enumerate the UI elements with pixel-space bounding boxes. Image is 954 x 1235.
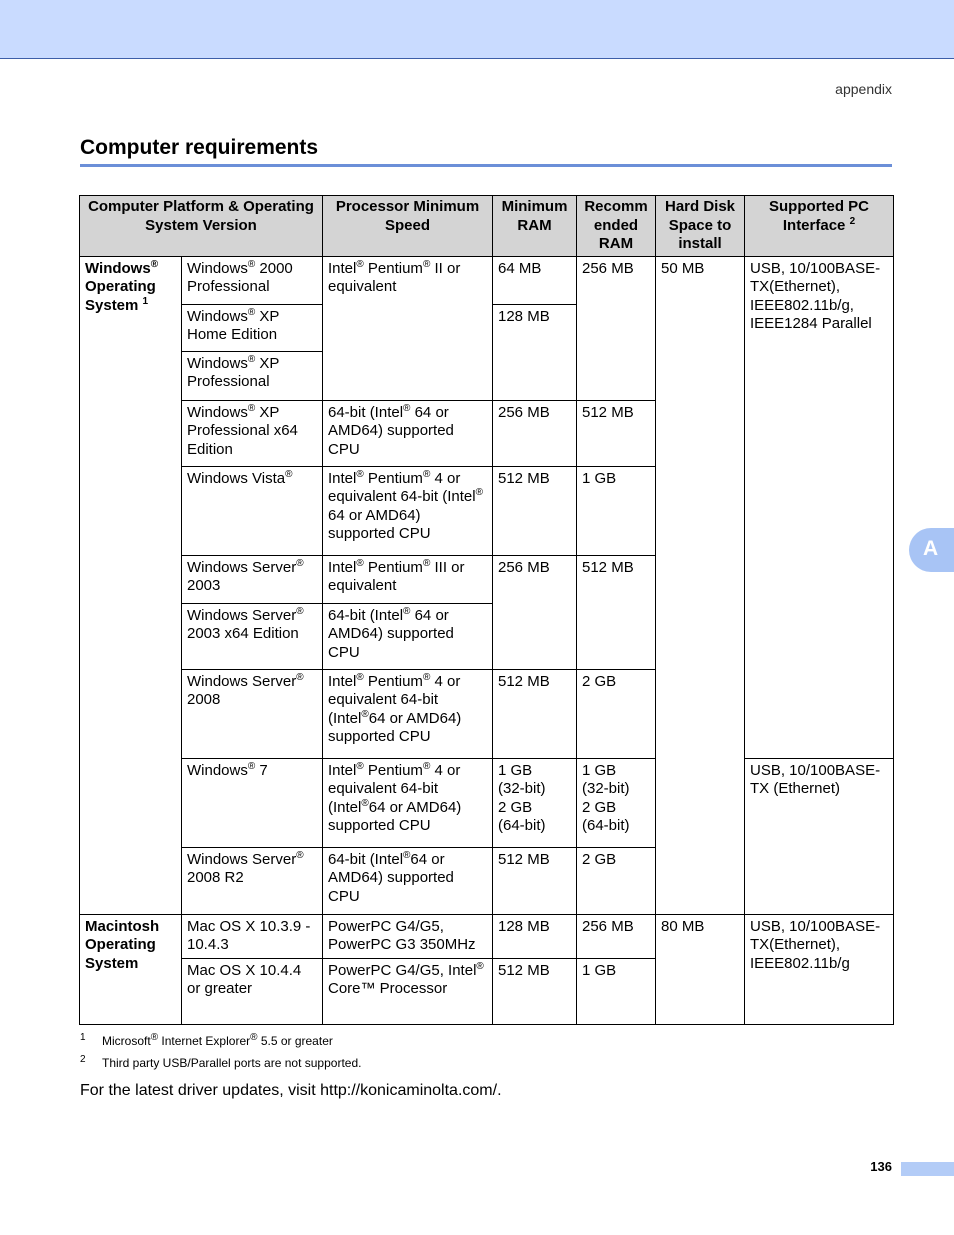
header-disk: Hard Disk Space to install	[656, 196, 745, 257]
processor-pentium-4: Intel® Pentium® 4 or equivalent 64-bit (Intel® 64 or AMD64) supported CPU	[323, 466, 493, 555]
header-platform: Computer Platform & Operating System Version	[80, 196, 323, 257]
header-band	[0, 0, 954, 59]
min-ram-cell: 256 MB	[493, 400, 577, 466]
min-ram-cell: 512 MB	[493, 958, 577, 1024]
disk-cell: 80 MB	[656, 914, 745, 1024]
rec-ram-cell: 256 MB	[577, 914, 656, 958]
rec-ram-cell: 256 MB	[577, 256, 656, 400]
min-ram-cell: 64 MB	[493, 256, 577, 304]
requirements-table	[79, 195, 894, 1025]
page-title: Computer requirements	[80, 136, 319, 159]
processor-x64: 64-bit (Intel®64 or AMD64) supported CPU	[323, 847, 493, 914]
rec-ram-cell: 2 GB	[577, 847, 656, 914]
processor-pentium-4: Intel® Pentium® 4 or equivalent 64-bit (Intel®64 or AMD64) supported CPU	[323, 758, 493, 847]
table-header-row	[80, 196, 894, 257]
os-windows-2000: Windows® 2000 Professional	[182, 256, 323, 304]
os-windows-vista: Windows Vista®	[182, 466, 323, 555]
min-ram-cell: 1 GB (32-bit) 2 GB (64-bit)	[493, 758, 577, 847]
min-ram-cell: 256 MB	[493, 555, 577, 669]
table-row	[80, 914, 894, 958]
min-ram-cell: 512 MB	[493, 466, 577, 555]
processor-powerpc-g3: PowerPC G4/G5, PowerPC G3 350MHz	[323, 914, 493, 958]
title-rule	[80, 164, 892, 167]
os-windows-server-2008-r2: Windows Server® 2008 R2	[182, 847, 323, 914]
os-windows-xp-home: Windows® XP Home Edition	[182, 304, 323, 351]
windows-group-label: Windows® Operating System $^1$	[80, 256, 182, 914]
os-windows-7: Windows® 7	[182, 758, 323, 847]
processor-pentium-iii: Intel® Pentium® III or equivalent	[323, 555, 493, 603]
processor-pentium-4: Intel® Pentium® 4 or equivalent 64-bit (Intel®64 or AMD64) supported CPU	[323, 669, 493, 758]
min-ram-cell: 512 MB	[493, 669, 577, 758]
header-min-ram: Minimum RAM	[493, 196, 577, 257]
os-windows-xp-professional: Windows® XP Professional	[182, 351, 323, 400]
processor-x64: 64-bit (Intel® 64 or AMD64) supported CPU	[323, 603, 493, 669]
os-windows-server-2003: Windows Server® 2003	[182, 555, 323, 603]
header-interface: Supported PC Interface $^2$	[745, 196, 894, 257]
os-windows-server-2008: Windows Server® 2008	[182, 669, 323, 758]
rec-ram-cell: 2 GB	[577, 669, 656, 758]
os-windows-xp-x64: Windows® XP Professional x64 Edition	[182, 400, 323, 466]
interface-cell: USB, 10/100BASE-TX(Ethernet), IEEE802.11b/g	[745, 914, 894, 1024]
processor-intel-core: PowerPC G4/G5, Intel® Core™ Processor	[323, 958, 493, 1024]
footnotes	[80, 1034, 361, 1078]
running-head: appendix	[835, 81, 892, 97]
rec-ram-cell: 1 GB	[577, 958, 656, 1024]
appendix-side-tab: A	[909, 528, 954, 572]
rec-ram-cell: 1 GB (32-bit) 2 GB (64-bit)	[577, 758, 656, 847]
header-rec-ram: Recomm ended RAM	[577, 196, 656, 257]
processor-pentium-ii: Intel® Pentium® II or equivalent	[323, 256, 493, 400]
page-number-tab	[901, 1162, 954, 1176]
interface-cell: USB, 10/100BASE-TX(Ethernet), IEEE802.11b/g, IEEE1284 Parallel	[745, 256, 894, 758]
mac-group-label: Macintosh Operating System	[80, 914, 182, 1024]
min-ram-cell: 128 MB	[493, 304, 577, 400]
processor-x64: 64-bit (Intel® 64 or AMD64) supported CPU	[323, 400, 493, 466]
interface-cell: USB, 10/100BASE-TX (Ethernet)	[745, 758, 894, 914]
table-row	[80, 256, 894, 304]
footnote-1: 1 Microsoft® Internet Explorer® 5.5 or greater	[80, 1032, 333, 1048]
os-mac-10-3-9: Mac OS X 10.3.9 - 10.4.3	[182, 914, 323, 958]
os-windows-server-2003-x64: Windows Server® 2003 x64 Edition	[182, 603, 323, 669]
rec-ram-cell: 1 GB	[577, 466, 656, 555]
table-row	[80, 758, 894, 847]
rec-ram-cell: 512 MB	[577, 555, 656, 669]
page-number: 136	[870, 1159, 892, 1174]
rec-ram-cell: 512 MB	[577, 400, 656, 466]
driver-update-note: For the latest driver updates, visit http://konicaminolta.com/.	[80, 1082, 502, 1099]
min-ram-cell: 512 MB	[493, 847, 577, 914]
header-processor: Processor Minimum Speed	[323, 196, 493, 257]
os-mac-10-4-4: Mac OS X 10.4.4 or greater	[182, 958, 323, 1024]
min-ram-cell: 128 MB	[493, 914, 577, 958]
disk-cell: 50 MB	[656, 256, 745, 914]
footnote-2: 2 Third party USB/Parallel ports are not supported.	[80, 1054, 362, 1070]
